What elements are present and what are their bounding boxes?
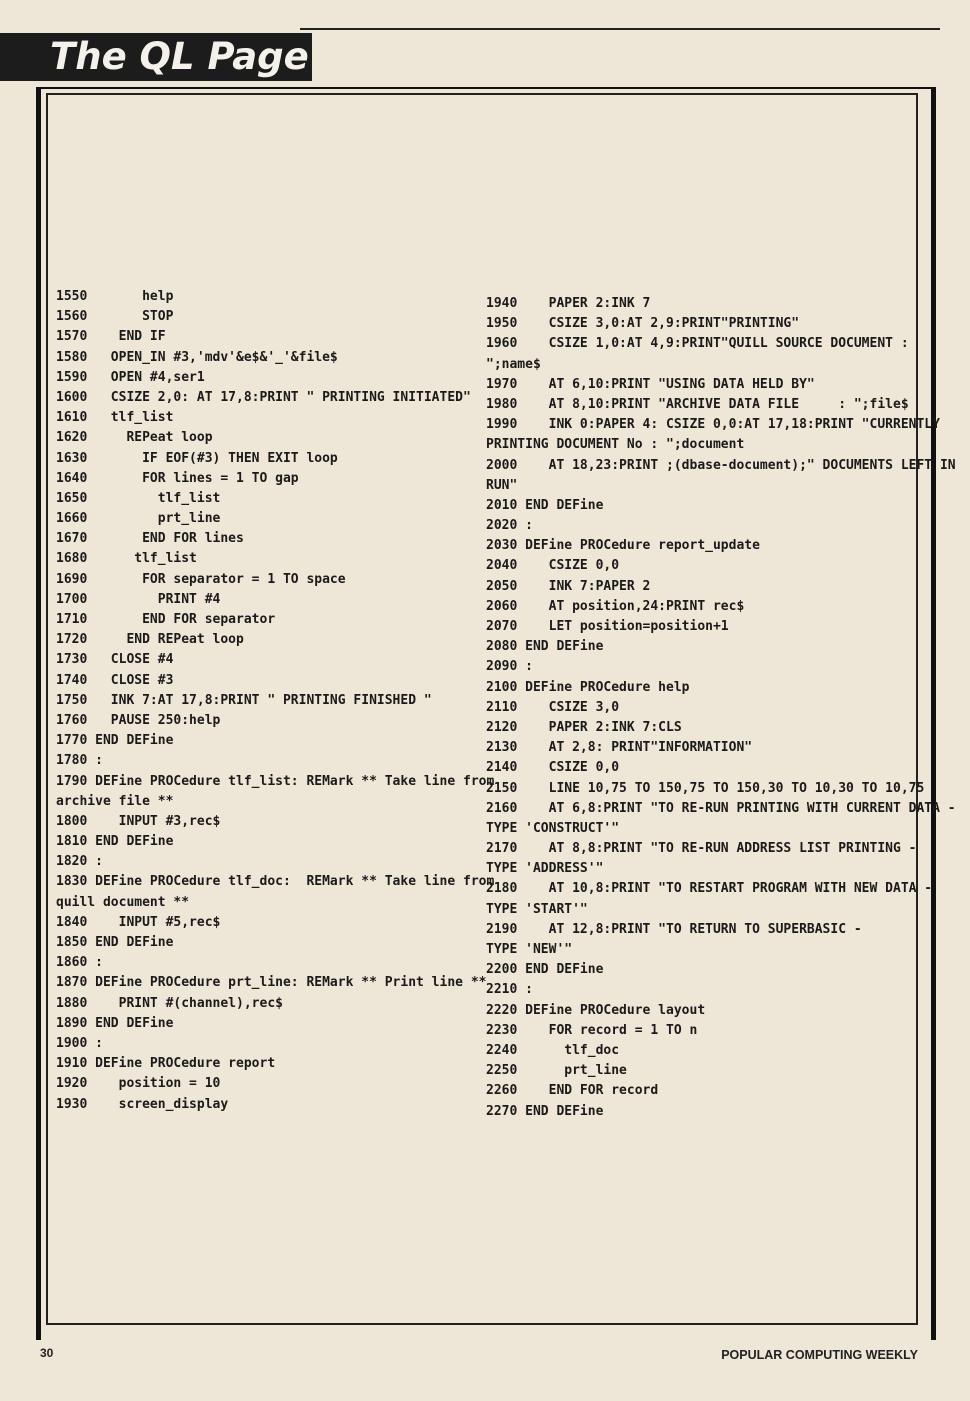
code-line: 1780 : bbox=[56, 753, 103, 769]
code-line: 1650 tlf_list bbox=[56, 490, 221, 506]
code-line: 1910 DEFine PROCedure report bbox=[56, 1056, 276, 1072]
publication-name: POPULAR COMPUTING WEEKLY bbox=[721, 1348, 918, 1362]
code-line: 2040 CSIZE 0,0 bbox=[486, 558, 620, 574]
code-line: 2110 CSIZE 3,0 bbox=[486, 699, 620, 715]
code-line: 1940 PAPER 2:INK 7 bbox=[486, 296, 651, 311]
code-line: 2180 AT 10,8:PRINT "TO RESTART PROGRAM WITH NEW DATA - bbox=[486, 881, 933, 897]
code-line: 2190 AT 12,8:PRINT "TO RETURN TO SUPERBASIC - bbox=[486, 921, 862, 937]
code-line: 1750 INK 7:AT 17,8:PRINT " PRINTING FINISHED " bbox=[56, 692, 432, 708]
code-line: 1970 AT 6,10:PRINT "USING DATA HELD BY" bbox=[486, 376, 815, 392]
code-line: 1790 DEFine PROCedure tlf_list: REMark ** Take line from bbox=[56, 773, 495, 789]
code-line: 1870 DEFine PROCedure prt_line: REMark ** Print line ** bbox=[56, 975, 487, 991]
code-line: 1560 STOP bbox=[56, 309, 174, 325]
code-line: 2170 AT 8,8:PRINT "TO RE-RUN ADDRESS LIST PRINTING - bbox=[486, 841, 917, 857]
code-line: archive file ** bbox=[56, 793, 174, 809]
code-line: 2020 : bbox=[486, 518, 533, 534]
code-line: 1860 : bbox=[56, 955, 103, 971]
code-line: 1890 END DEFine bbox=[56, 1015, 174, 1031]
code-line: 1700 PRINT #4 bbox=[56, 591, 221, 607]
code-line: ";name$ bbox=[486, 356, 541, 372]
code-line: 1670 END FOR lines bbox=[56, 531, 244, 547]
code-line: 2080 END DEFine bbox=[486, 639, 604, 655]
code-line: 2130 AT 2,8: PRINT"INFORMATION" bbox=[486, 740, 753, 756]
code-line: 1880 PRINT #(channel),rec$ bbox=[56, 995, 283, 1011]
code-line: 1930 screen_display bbox=[56, 1096, 229, 1112]
code-line: 2010 END DEFine bbox=[486, 497, 604, 513]
code-line: 2250 prt_line bbox=[486, 1063, 627, 1079]
code-line: 1630 IF EOF(#3) THEN EXIT loop bbox=[56, 450, 338, 466]
code-line: 2230 FOR record = 1 TO n bbox=[486, 1022, 698, 1038]
code-line: 2060 AT position,24:PRINT rec$ bbox=[486, 598, 745, 614]
code-line: 2000 AT 18,23:PRINT ;(dbase-document);" DOCUMENTS LEFT IN bbox=[486, 457, 956, 473]
code-line: 1850 END DEFine bbox=[56, 935, 174, 950]
code-line: 1600 CSIZE 2,0: AT 17,8:PRINT " PRINTING INITIATED" bbox=[56, 389, 471, 405]
code-line: 2090 : bbox=[486, 659, 533, 675]
code-line: 2120 PAPER 2:INK 7:CLS bbox=[486, 719, 682, 735]
code-line: 1840 INPUT #5,rec$ bbox=[56, 914, 221, 930]
code-line: 1690 FOR separator = 1 TO space bbox=[56, 571, 346, 587]
code-line: 2210 : bbox=[486, 982, 533, 998]
code-line: 1580 OPEN_IN #3,'mdv'&e$&'_'&file$ bbox=[56, 349, 338, 365]
code-line: 1720 END REPeat loop bbox=[56, 632, 244, 648]
code-line: 2160 AT 6,8:PRINT "TO RE-RUN PRINTING WITH CURRENT DATA - bbox=[486, 800, 956, 816]
code-line: 1740 CLOSE #3 bbox=[56, 672, 174, 688]
code-line: quill document ** bbox=[56, 894, 190, 910]
code-line: 2070 LET position=position+1 bbox=[486, 619, 729, 634]
code-line: 1590 OPEN #4,ser1 bbox=[56, 369, 205, 385]
code-line: 2030 DEFine PROCedure report_update bbox=[486, 538, 760, 554]
code-line: 1770 END DEFine bbox=[56, 733, 174, 749]
code-line: 1730 CLOSE #4 bbox=[56, 652, 174, 668]
code-line: TYPE 'START'" bbox=[486, 901, 588, 917]
code-line: TYPE 'NEW'" bbox=[486, 942, 573, 957]
code-line: 2270 END DEFine bbox=[486, 1103, 604, 1119]
code-line: 1570 END IF bbox=[56, 329, 166, 345]
page-title: The QL Page bbox=[50, 35, 309, 78]
code-line: 2140 CSIZE 0,0 bbox=[486, 760, 620, 776]
code-line: 1950 CSIZE 3,0:AT 2,9:PRINT"PRINTING" bbox=[486, 316, 800, 332]
code-line: 1830 DEFine PROCedure tlf_doc: REMark ** Take line from bbox=[56, 874, 495, 890]
code-line: PRINTING DOCUMENT No : ";document bbox=[486, 437, 745, 453]
page-number: 30 bbox=[40, 1346, 54, 1360]
code-line: 1960 CSIZE 1,0:AT 4,9:PRINT"QUILL SOURCE DOCUMENT : bbox=[486, 336, 909, 352]
code-line: 2260 END FOR record bbox=[486, 1083, 659, 1099]
code-line: RUN" bbox=[486, 477, 518, 493]
code-line: 1620 REPeat loop bbox=[56, 430, 213, 446]
top-rule bbox=[300, 28, 940, 30]
code-line: 1820 : bbox=[56, 854, 103, 870]
code-line: 1610 tlf_list bbox=[56, 410, 174, 426]
code-line: 1710 END FOR separator bbox=[56, 612, 276, 627]
code-line: 1800 INPUT #3,rec$ bbox=[56, 813, 221, 829]
code-line: TYPE 'CONSTRUCT'" bbox=[486, 820, 620, 836]
code-line: 1640 FOR lines = 1 TO gap bbox=[56, 470, 299, 486]
code-line: 1760 PAUSE 250:help bbox=[56, 712, 221, 728]
code-line: 1980 AT 8,10:PRINT "ARCHIVE DATA FILE : ";file$ bbox=[486, 396, 909, 412]
code-line: 1920 position = 10 bbox=[56, 1076, 221, 1092]
code-line: 1900 : bbox=[56, 1035, 103, 1051]
code-line: 1680 tlf_list bbox=[56, 551, 197, 567]
code-line: 1660 prt_line bbox=[56, 511, 221, 527]
code-line: 2100 DEFine PROCedure help bbox=[486, 679, 690, 695]
code-line: 2200 END DEFine bbox=[486, 962, 604, 978]
code-line: 1990 INK 0:PAPER 4: CSIZE 0,0:AT 17,18:PRINT "CURRENTLY bbox=[486, 417, 940, 433]
listing-right-column bbox=[486, 294, 956, 1122]
code-line: 2150 LINE 10,75 TO 150,75 TO 150,30 TO 10,30 TO 10,75 bbox=[486, 780, 925, 796]
code-line: TYPE 'ADDRESS'" bbox=[486, 861, 604, 877]
code-line: 2050 INK 7:PAPER 2 bbox=[486, 578, 651, 594]
code-line: 2240 tlf_doc bbox=[486, 1042, 620, 1058]
code-line: 2220 DEFine PROCedure layout bbox=[486, 1002, 706, 1018]
code-line: 1810 END DEFine bbox=[56, 834, 174, 850]
listing-left-column bbox=[56, 287, 494, 1115]
code-line: 1550 help bbox=[56, 289, 174, 304]
